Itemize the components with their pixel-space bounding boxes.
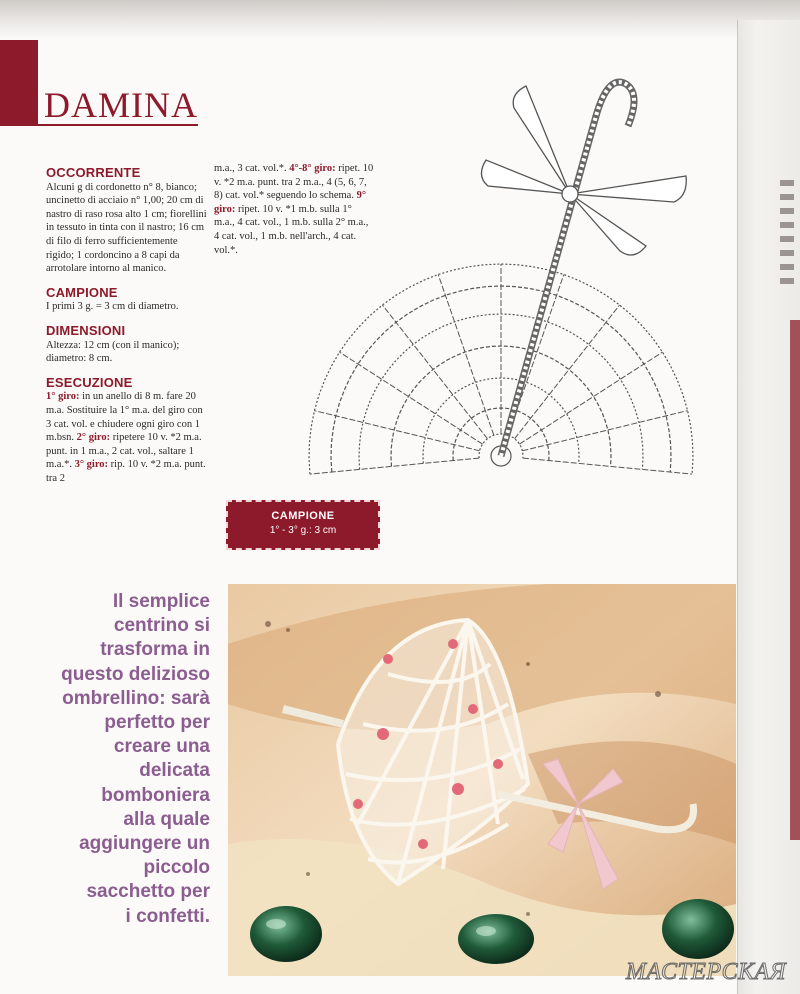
quote-line: trasforma in: [100, 639, 210, 661]
umbrella-handle: [501, 82, 634, 456]
badge-label: CAMPIONE: [271, 510, 335, 522]
campione-heading: CAMPIONE: [46, 284, 118, 300]
esecuzione-text-2: m.a., 3 cat. vol.*. 4°-8° giro: ripet. 10 v. *2 m.a. punt. tra 2 m.a., 4 (5, 6, 7, 8) cat. vol.* seguendo lo schema. 9° giro: ripet. 10 v. *1 m.b. sulla 1° m.a., 4 cat. vol., 1 m.b. sulla 2° m.a., 4 cat. vol., 1 m.b. nell'arch., 4 cat. vol.*.: [214, 163, 374, 256]
quote-line: perfetto per: [104, 712, 210, 734]
instructions-column-1: [46, 166, 208, 495]
quote-line: ombrellino: sarà: [62, 687, 210, 709]
esecuzione-heading: ESECUZIONE: [46, 374, 133, 390]
quote-line: i confetti.: [125, 905, 210, 927]
diagram-stitch-column: [314, 411, 479, 451]
page-title: DAMINA: [44, 85, 198, 125]
esecuzione-text-1: 1° giro: in un anello di 8 m. fare 20 m.a. Sostituire la 1° m.a. del giro con 3 cat. vol. e chiudere ogni giro con 1 m.bsn. 2° giro: ripetere 10 v. *2 m.a. punt. in 1 m.a., 2 cat. vol., saltare 1 m.a.*. 3° giro: rip. 10 v. *2 m.a. punt. tra 2: [46, 391, 206, 484]
occorrente-heading: OCCORRENTE: [46, 165, 141, 180]
title-accent-bar: [0, 40, 38, 126]
quote-line: alla quale: [123, 808, 210, 830]
quote-line: centrino si: [113, 615, 210, 637]
quote-line: Il semplice: [112, 591, 210, 612]
badge-text: 1° - 3° g.: 3 cm: [269, 525, 337, 536]
diagram-stitch-column: [523, 458, 692, 474]
dimensioni-heading: DIMENSIONI: [46, 322, 126, 338]
quote-line: questo delizioso: [61, 663, 210, 685]
diagram-stitch-column: [522, 411, 687, 451]
watermark-logo: МАСТЕРСКАЯ: [625, 959, 786, 985]
quote-line: creare una: [113, 736, 210, 758]
page-fold-shadow: [0, 0, 800, 38]
umbrella-photo: [228, 584, 736, 976]
occorrente-text: Alcuni g di cordonetto n° 8, bianco; uncinetto di acciaio n° 1,00; 20 cm di nastro di raso rosa alto 1 cm; fiorellini in tessuto in tinta con il nastro; 16 cm di filo di ferro sufficientemente rigido; 1 cordoncino a 8 capi da arrotolare intorno al manico.: [46, 181, 207, 275]
diagram-stitch-column: [310, 458, 479, 474]
dimensioni-text: Altezza: 12 cm (con il manico); diametro: 8 cm.: [46, 339, 180, 365]
diagram-stitch-column: [340, 352, 483, 444]
pull-quote: [24, 590, 210, 929]
campione-text: I primi 3 g. = 3 cm di diametro.: [46, 301, 179, 313]
quote-line: aggiungere un: [79, 833, 210, 855]
quote-line: sacchetto per: [86, 881, 210, 903]
quote-line: bomboniera: [101, 784, 210, 806]
quote-line: piccolo: [143, 857, 210, 879]
campione-badge: [226, 500, 380, 550]
adjacent-page-edge: [737, 20, 800, 994]
crochet-diagram: [296, 56, 706, 526]
quote-line: delicata: [139, 760, 210, 782]
